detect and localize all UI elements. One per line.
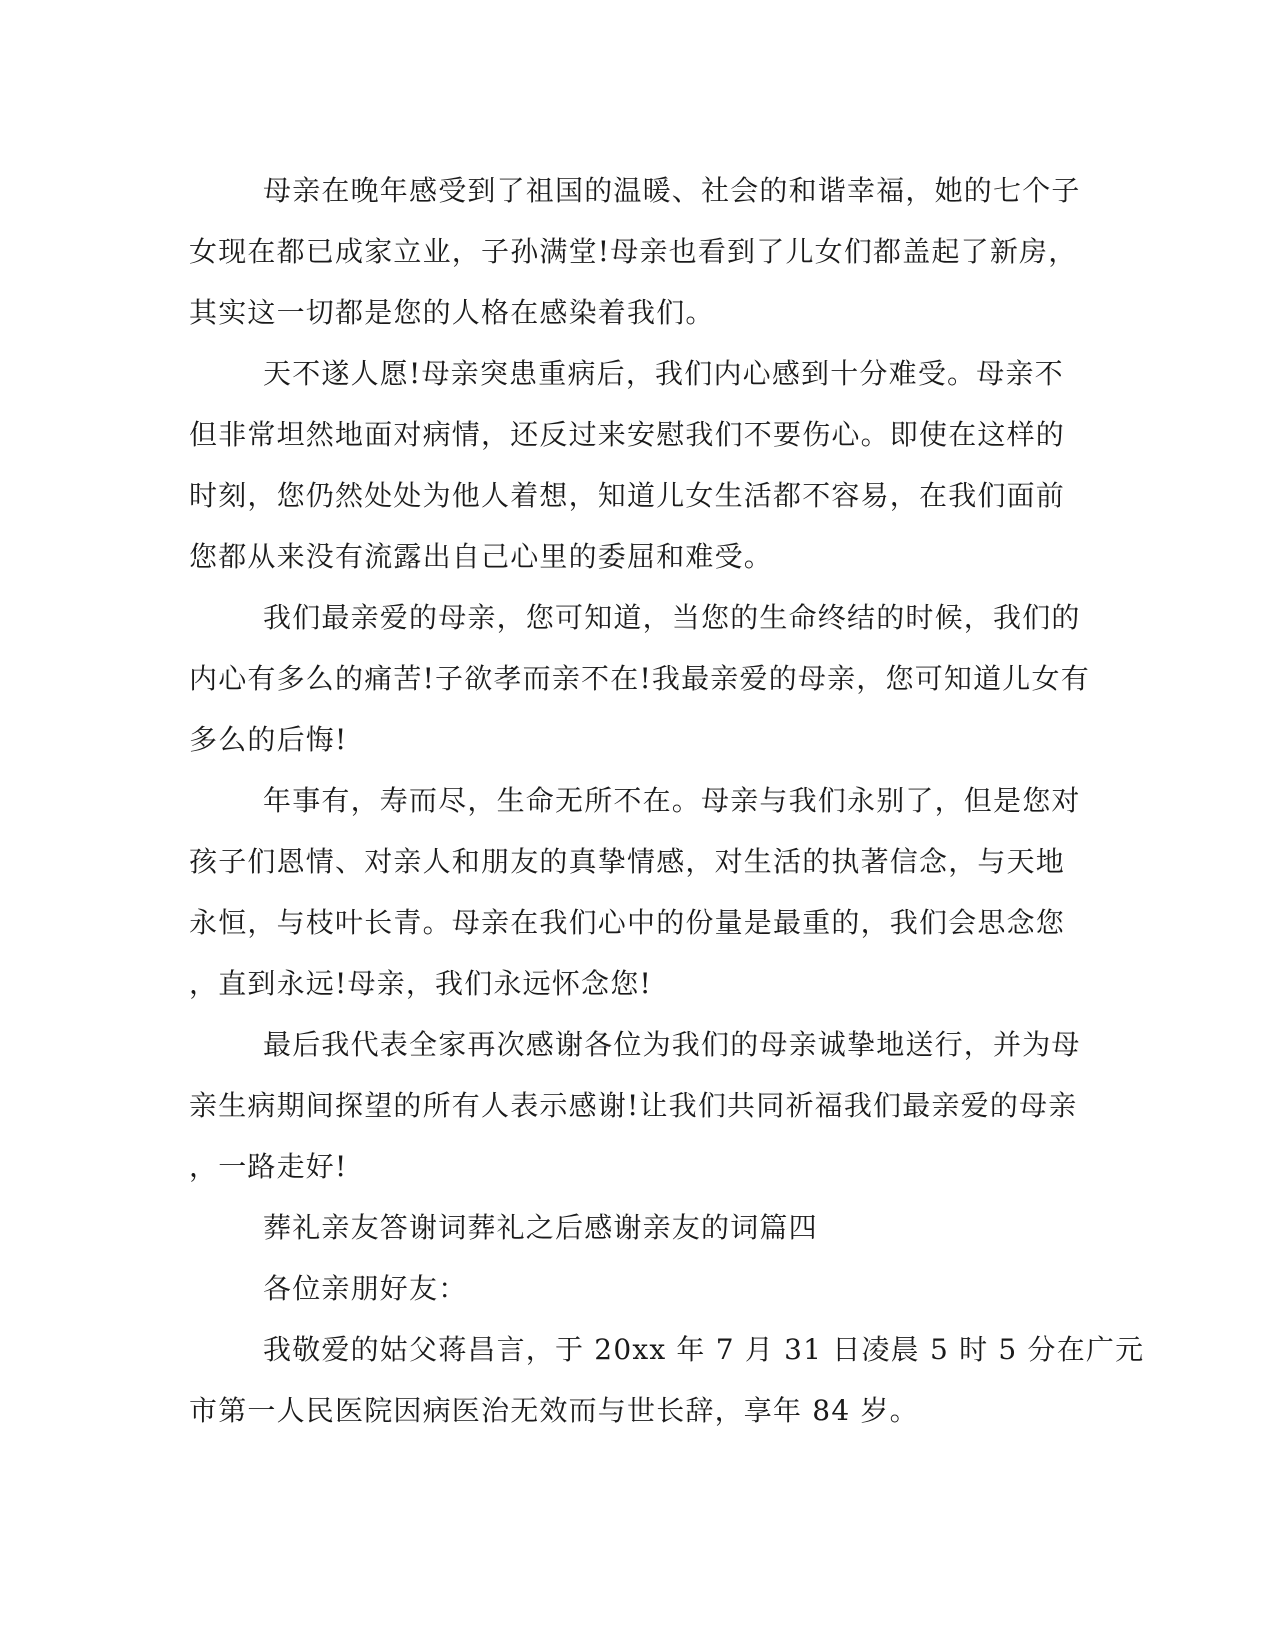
text-line: 最后我代表全家再次感谢各位为我们的母亲诚挚地送行，并为母 xyxy=(263,1028,1081,1061)
paragraph-illness xyxy=(189,343,1074,587)
text-line: ，一路走好! xyxy=(189,1150,348,1183)
text-line: 但非常坦然地面对病情，还反过来安慰我们不要伤心。即使在这样的 xyxy=(189,418,1066,451)
text-line: 年事有，寿而尽，生命无所不在。母亲与我们永别了，但是您对 xyxy=(263,784,1081,817)
paragraph-thanks xyxy=(189,1014,1081,1197)
text-line: 时刻，您仍然处处为他人着想，知道儿女生活都不容易，在我们面前 xyxy=(189,479,1066,512)
text-line: 母亲在晚年感受到了祖国的温暖、社会的和谐幸福，她的七个子 xyxy=(263,174,1081,207)
document-body xyxy=(189,160,1145,1441)
paragraph-regret xyxy=(189,587,1090,770)
section-heading xyxy=(189,1197,1074,1258)
text-line: ，直到永远!母亲，我们永远怀念您! xyxy=(189,967,652,1000)
text-line: 市第一人民医院因病医治无效而与世长辞，享年 84 岁。 xyxy=(189,1394,919,1427)
text-line: 女现在都已成家立业，子孙满堂!母亲也看到了儿女们都盖起了新房， xyxy=(189,235,1078,268)
section-title: 葬礼亲友答谢词葬礼之后感谢亲友的词篇四 xyxy=(263,1211,818,1244)
text-line: 您都从来没有流露出自己心里的委屈和难受。 xyxy=(189,540,774,573)
salutation xyxy=(189,1258,1074,1319)
text-line: 亲生病期间探望的所有人表示感谢!让我们共同祈福我们最亲爱的母亲 xyxy=(189,1089,1078,1122)
paragraph-eternal xyxy=(189,770,1081,1014)
text-line: 天不遂人愿!母亲突患重病后，我们内心感到十分难受。母亲不 xyxy=(263,357,1064,390)
text-line: 多么的后悔! xyxy=(189,723,348,756)
paragraph-mother-late-years xyxy=(189,160,1081,343)
paragraph-announcement xyxy=(189,1319,1145,1441)
text-line: 我敬爱的姑父蒋昌言，于 20xx 年 7 月 31 日凌晨 5 时 5 分在广元 xyxy=(263,1333,1145,1366)
text-line: 永恒，与枝叶长青。母亲在我们心中的份量是最重的，我们会思念您 xyxy=(189,906,1066,939)
text-line: 孩子们恩情、对亲人和朋友的真挚情感，对生活的执著信念，与天地 xyxy=(189,845,1066,878)
salutation-text: 各位亲朋好友： xyxy=(263,1272,468,1305)
text-line: 其实这一切都是您的人格在感染着我们。 xyxy=(189,296,715,329)
text-line: 我们最亲爱的母亲，您可知道，当您的生命终结的时候，我们的 xyxy=(263,601,1081,634)
text-line: 内心有多么的痛苦!子欲孝而亲不在!我最亲爱的母亲，您可知道儿女有 xyxy=(189,662,1090,695)
